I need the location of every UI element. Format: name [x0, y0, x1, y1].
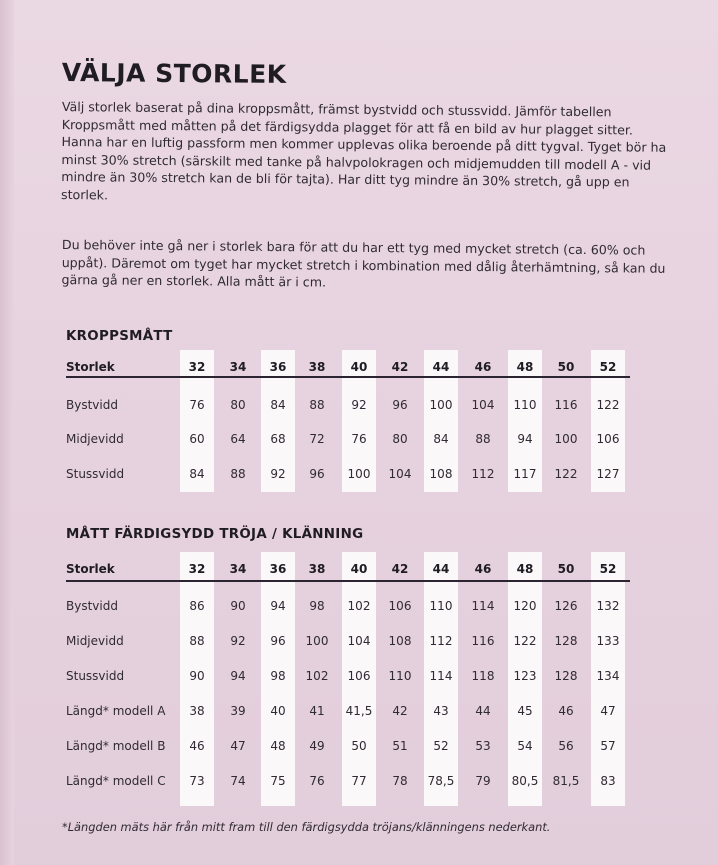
table-cell: 84: [433, 432, 449, 446]
table-cell: 106: [347, 669, 371, 683]
table-cell: 88: [309, 398, 325, 412]
table-title-fardigsydd: MÅTT FÄRDIGSYDD TRÖJA / KLÄNNING: [66, 527, 364, 542]
table-title-kroppsmatt: KROPPSMÅTT: [66, 329, 173, 344]
table-cell: 133: [596, 634, 620, 648]
table-cell: 41: [309, 704, 325, 718]
table-cell: 102: [305, 669, 329, 683]
size-header-cell: 50: [557, 562, 575, 576]
table-cell: 84: [189, 467, 205, 481]
table-cell: 78: [392, 774, 408, 788]
size-header-cell: 38: [308, 562, 326, 576]
table-cell: 53: [475, 739, 491, 753]
intro-paragraph-1: Välj storlek baserat på dina kroppsmått, främst bystvidd och stussvidd. Jämför tabellen Kroppsmått med måtten på det färdigsydda plagget för att få en bild av hur plagget sitter. Hanna har en luftig passform men kommer upplevas olika beroende på ditt tygval. Tyget bör ha minst 30% stretch (särskilt med tanke på halvpolokragen och midjemudden till modell A - vid mindre än 30% stretch kan de bli för tajta). Har ditt tyg mindre än 30% stretch, gå upp en storlek.: [61, 98, 667, 203]
table-cell: 110: [388, 669, 412, 683]
table-cell: 100: [429, 398, 453, 412]
header-divider: [66, 580, 630, 582]
table-cell: 73: [189, 774, 205, 788]
table-cell: 79: [475, 774, 491, 788]
table-cell: 47: [600, 704, 616, 718]
size-header-cell: 50: [557, 360, 575, 374]
table-cell: 78,5: [427, 774, 455, 788]
row-label: Längd* modell B: [66, 739, 166, 753]
table-cell: 56: [558, 739, 574, 753]
size-header-cell: 36: [269, 360, 287, 374]
table-cell: 46: [558, 704, 574, 718]
table-cell: 98: [270, 669, 286, 683]
table-cell: 106: [388, 599, 412, 613]
table-cell: 90: [230, 599, 246, 613]
size-header-cell: 32: [188, 562, 206, 576]
table-cell: 128: [554, 669, 578, 683]
size-header-cell: 36: [269, 562, 287, 576]
table-cell: 94: [230, 669, 246, 683]
table-cell: 92: [230, 634, 246, 648]
table-cell: 46: [189, 739, 205, 753]
table-cell: 104: [471, 398, 495, 412]
table-cell: 86: [189, 599, 205, 613]
table-cell: 132: [596, 599, 620, 613]
table-cell: 122: [513, 634, 537, 648]
table-cell: 134: [596, 669, 620, 683]
table-cell: 68: [270, 432, 286, 446]
size-table-kroppsmatt: [66, 350, 630, 492]
table-cell: 88: [475, 432, 491, 446]
row-label: Midjevidd: [66, 634, 124, 648]
table-cell: 72: [309, 432, 325, 446]
table-cell: 104: [388, 467, 412, 481]
row-label: Stussvidd: [66, 669, 125, 683]
size-header-cell: 40: [350, 360, 368, 374]
table-cell: 96: [309, 467, 325, 481]
table-cell: 94: [270, 599, 286, 613]
table-cell: 76: [309, 774, 325, 788]
table-cell: 96: [270, 634, 286, 648]
page-edge-shadow: [0, 0, 14, 865]
table-cell: 127: [596, 467, 620, 481]
table-cell: 44: [475, 704, 491, 718]
table-cell: 126: [554, 599, 578, 613]
table-cell: 106: [596, 432, 620, 446]
size-header-cell: 46: [474, 360, 492, 374]
table-cell: 96: [392, 398, 408, 412]
size-header-cell: 34: [229, 360, 247, 374]
table-cell: 39: [230, 704, 246, 718]
table-cell: 90: [189, 669, 205, 683]
table-cell: 40: [270, 704, 286, 718]
table-cell: 122: [554, 467, 578, 481]
size-header-cell: 44: [432, 562, 450, 576]
footnote: *Längden mäts här från mitt fram till den färdigsydda tröjans/klänningens nederkant.: [62, 820, 551, 834]
table-cell: 120: [513, 599, 537, 613]
row-label: Bystvidd: [66, 398, 118, 412]
table-cell: 102: [347, 599, 371, 613]
table-cell: 74: [230, 774, 246, 788]
table-cell: 92: [270, 467, 286, 481]
table-cell: 100: [554, 432, 578, 446]
table-cell: 100: [305, 634, 329, 648]
row-label: Midjevidd: [66, 432, 124, 446]
table-cell: 112: [471, 467, 495, 481]
size-header-cell: 42: [391, 360, 409, 374]
table-cell: 110: [429, 599, 453, 613]
table-cell: 48: [270, 739, 286, 753]
table-cell: 51: [392, 739, 408, 753]
size-header-cell: 42: [391, 562, 409, 576]
table-cell: 128: [554, 634, 578, 648]
row-label: Bystvidd: [66, 599, 118, 613]
header-divider: [66, 376, 630, 378]
row-label: Längd* modell C: [66, 774, 166, 788]
table-cell: 116: [554, 398, 578, 412]
intro-paragraph-2: Du behöver inte gå ner i storlek bara för att du har ett tyg med mycket stretch (ca. 60% och uppåt). Däremot om tyget har mycket stretch i kombination med dålig återhämtning, så kan du gärna gå ner en storlek. Alla mått är i cm.: [61, 236, 666, 290]
size-header-cell: 52: [599, 360, 617, 374]
table-cell: 80: [392, 432, 408, 446]
table-cell: 52: [433, 739, 449, 753]
table-cell: 45: [517, 704, 533, 718]
table-cell: 75: [270, 774, 286, 788]
table-cell: 49: [309, 739, 325, 753]
table-cell: 98: [309, 599, 325, 613]
row-label: Stussvidd: [66, 467, 125, 481]
table-cell: 60: [189, 432, 205, 446]
size-header-cell: 52: [599, 562, 617, 576]
table-cell: 118: [471, 669, 495, 683]
table-cell: 94: [517, 432, 533, 446]
table-cell: 123: [513, 669, 537, 683]
table-cell: 77: [351, 774, 367, 788]
table-cell: 80: [230, 398, 246, 412]
size-header-cell: 46: [474, 562, 492, 576]
table-cell: 88: [230, 467, 246, 481]
table-cell: 116: [471, 634, 495, 648]
table-cell: 114: [471, 599, 495, 613]
table-cell: 81,5: [552, 774, 580, 788]
table-cell: 83: [600, 774, 616, 788]
table-cell: 76: [351, 432, 367, 446]
table-cell: 41,5: [345, 704, 373, 718]
table-cell: 57: [600, 739, 616, 753]
size-header-cell: 48: [516, 562, 534, 576]
table-cell: 110: [513, 398, 537, 412]
size-header-label: Storlek: [66, 360, 115, 374]
table-cell: 38: [189, 704, 205, 718]
row-label: Längd* modell A: [66, 704, 166, 718]
table-cell: 47: [230, 739, 246, 753]
table-cell: 108: [388, 634, 412, 648]
size-header-cell: 38: [308, 360, 326, 374]
size-header-label: Storlek: [66, 562, 115, 576]
table-cell: 117: [513, 467, 537, 481]
table-cell: 108: [429, 467, 453, 481]
size-header-cell: 48: [516, 360, 534, 374]
size-table-fardigsydd: [66, 552, 630, 806]
page-title: VÄLJA STORLEK: [61, 58, 287, 89]
table-cell: 50: [351, 739, 367, 753]
table-cell: 76: [189, 398, 205, 412]
size-header-cell: 44: [432, 360, 450, 374]
size-header-cell: 32: [188, 360, 206, 374]
table-cell: 122: [596, 398, 620, 412]
table-cell: 92: [351, 398, 367, 412]
table-cell: 100: [347, 467, 371, 481]
size-header-cell: 34: [229, 562, 247, 576]
table-cell: 43: [433, 704, 449, 718]
table-cell: 112: [429, 634, 453, 648]
table-cell: 114: [429, 669, 453, 683]
table-cell: 104: [347, 634, 371, 648]
table-cell: 88: [189, 634, 205, 648]
table-cell: 64: [230, 432, 246, 446]
table-cell: 80,5: [511, 774, 539, 788]
table-cell: 84: [270, 398, 286, 412]
table-cell: 42: [392, 704, 408, 718]
table-cell: 54: [517, 739, 533, 753]
size-header-cell: 40: [350, 562, 368, 576]
